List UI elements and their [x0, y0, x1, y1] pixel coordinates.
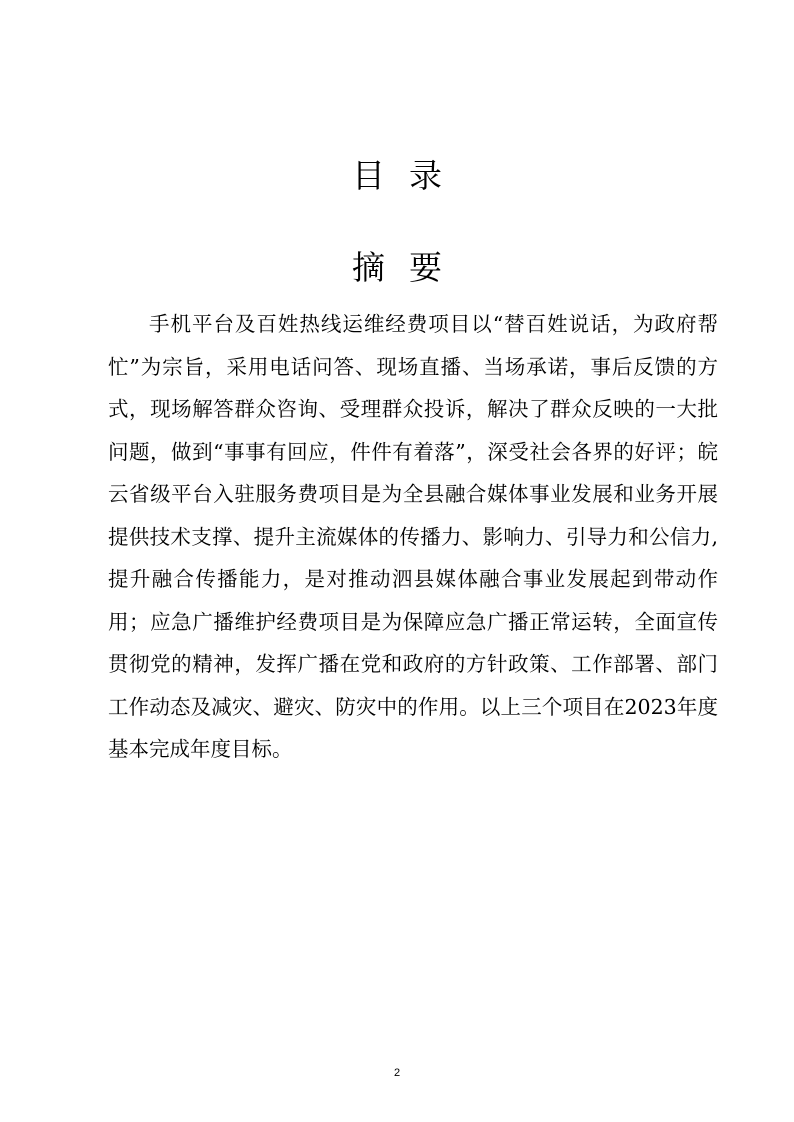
page-number: 2	[393, 1067, 401, 1079]
abstract-body: 手机平台及百姓热线运维经费项目以“替百姓说话，为政府帮忙”为宗旨，采用电话问答、现场直播、当场承诺，事后反馈的方式，现场解答群众咨询、受理群众投诉，解决了群众反映的一大批问题，做到“事事有回应，件件有着落”，深受社会各界的好评；皖云省级平台入驻服务费项目是为全县融合媒体事业发展和业务开展提供技术支撑、提升主流媒体的传播力、影响力、引导力和公信力,提升融合传播能力，是对推动泗县媒体融合事业发展起到带动作用；应急广播维护经费项目是为保障应急广播正常运转，全面宣传贯彻党的精神，发挥广播在党和政府的方针政策、工作部署、部门工作动态及减灾、避灾、防灾中的作用。以上三个项目在2023年度基本完成年度目标。	[108, 312, 718, 761]
abstract-title: 摘要	[352, 248, 466, 287]
toc-title: 目录	[352, 156, 466, 195]
